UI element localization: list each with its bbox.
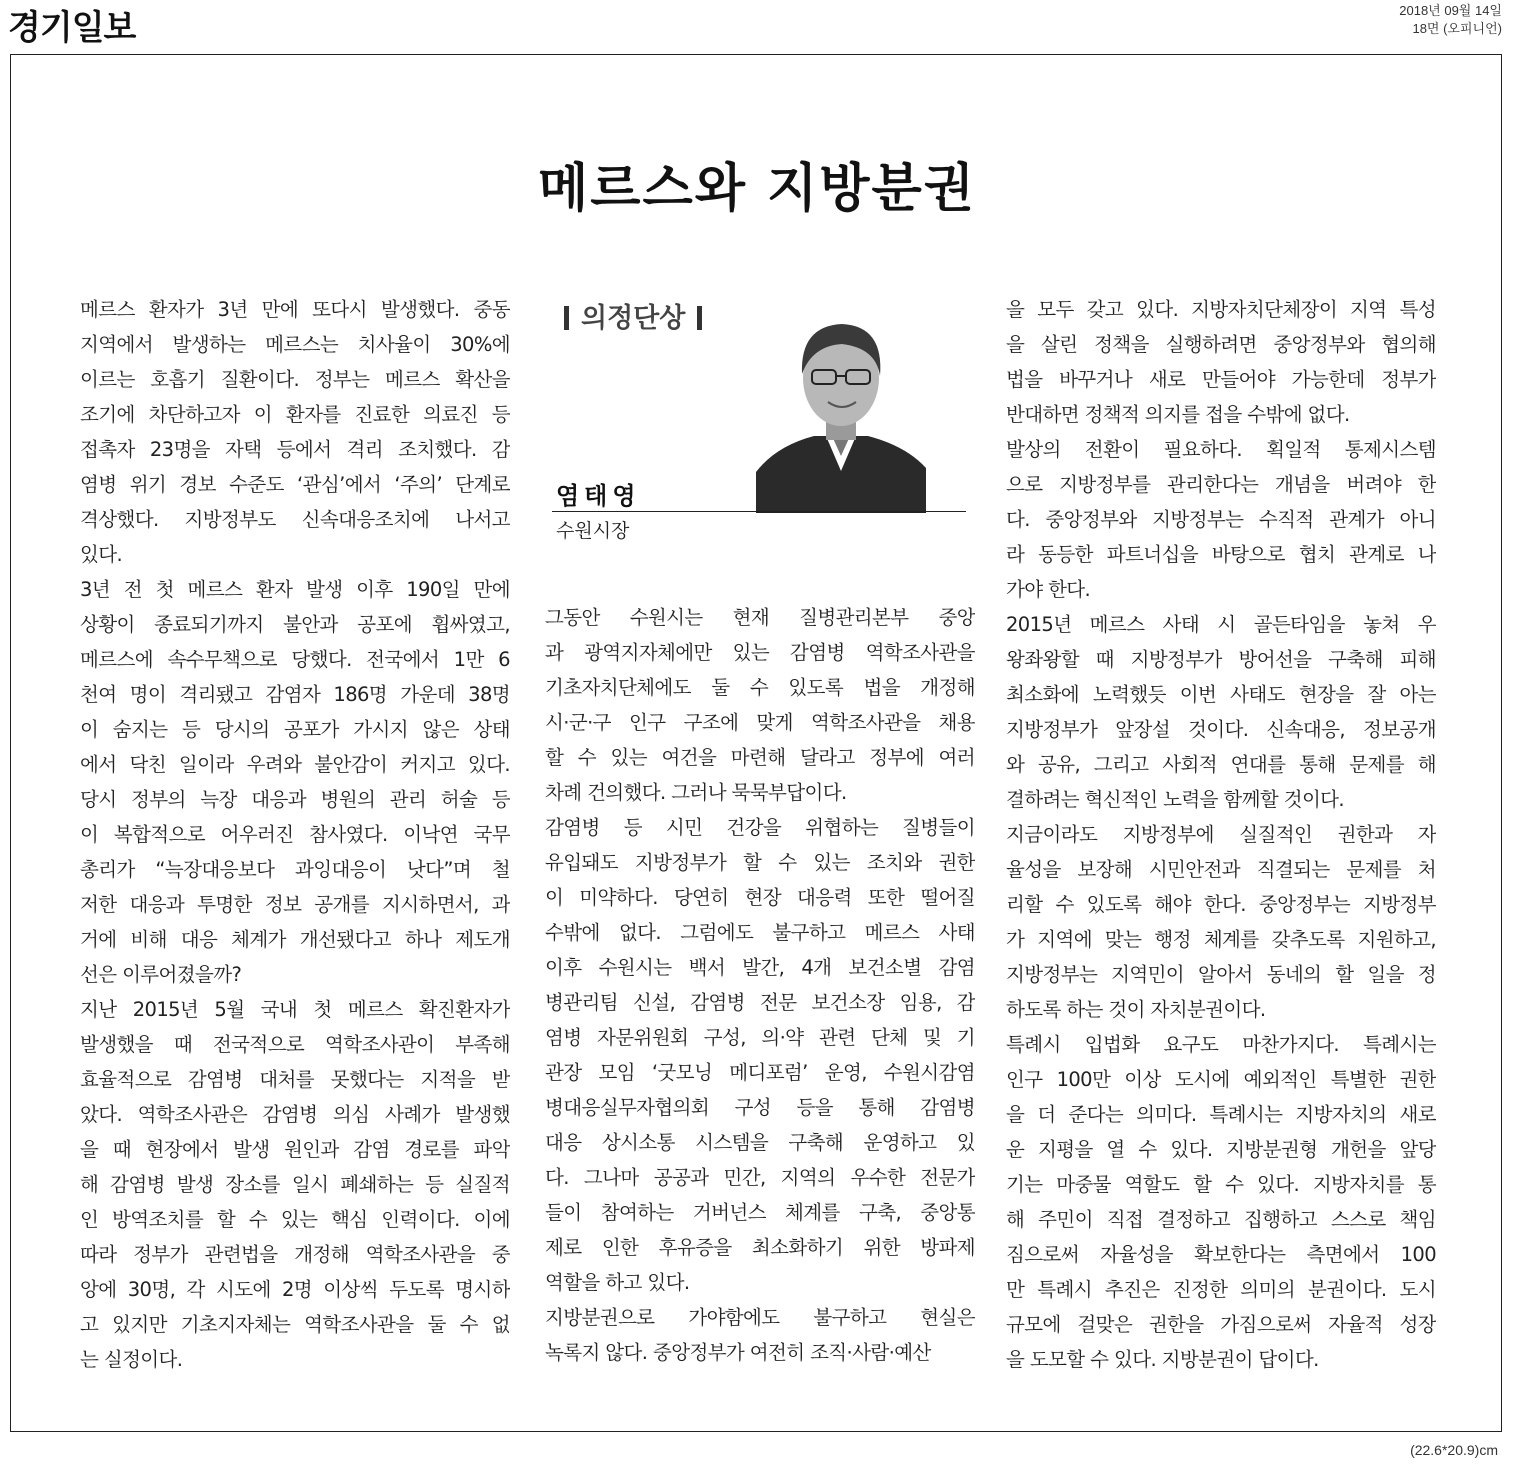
article-line: 지금이라도 지방정부에 실질적인 권한과 자 bbox=[1006, 823, 1436, 846]
article-line: 라 동등한 파트너십을 바탕으로 협치 관계로 나 bbox=[1006, 543, 1436, 566]
article-line: 짐으로써 자율성을 확보한다는 측면에서 100 bbox=[1006, 1243, 1436, 1266]
article-line: 지방정부가 앞장설 것이다. 신속대응, 정보공개 bbox=[1006, 718, 1436, 741]
article-line: 총리가 “늑장대응보다 과잉대응이 낫다”며 철 bbox=[80, 858, 510, 881]
article-column-3 bbox=[1006, 292, 1436, 1377]
article-line: 고 있지만 기초지자체는 역학조사관을 둘 수 없 bbox=[80, 1313, 510, 1336]
article-line: 법을 바꾸거나 새로 만들어야 가능한데 정부가 bbox=[1006, 368, 1436, 391]
article-line: 저한 대응과 투명한 정보 공개를 지시하면서, 과 bbox=[80, 893, 510, 916]
article-line: 이 숨지는 등 당시의 공포가 가시지 않은 상태 bbox=[80, 718, 510, 741]
article-line: 을 살린 정책을 실행하려면 중앙정부와 협의해 bbox=[1006, 333, 1436, 356]
author-portrait bbox=[756, 296, 926, 513]
article-line: 발생했을 때 전국적으로 역학조사관이 부족해 bbox=[80, 1033, 510, 1056]
article-line: 와 공유, 그리고 사회적 연대를 통해 문제를 해 bbox=[1006, 753, 1436, 776]
article-line: 을 모두 갖고 있다. 지방자치단체장이 지역 특성 bbox=[1006, 298, 1436, 321]
article-line: 반대하면 정책적 의지를 접을 수밖에 없다. bbox=[1006, 403, 1350, 426]
article-line: 에서 닥친 일이라 우려와 불안감이 커지고 있다. bbox=[80, 753, 510, 776]
issue-page: 18면 (오피니언) bbox=[1412, 21, 1502, 36]
article-line: 다. 그나마 공공과 민간, 지역의 우수한 전문가 bbox=[545, 1166, 975, 1189]
article-line: 운 지평을 열 수 있다. 지방분권형 개헌을 앞당 bbox=[1006, 1138, 1436, 1161]
article-line: 메르스 환자가 3년 만에 또다시 발생했다. 중동 bbox=[80, 298, 510, 321]
article-line: 제로 인한 후유증을 최소화하기 위한 방파제 bbox=[545, 1236, 975, 1259]
article-line: 이 복합적으로 어우러진 참사였다. 이낙연 국무 bbox=[80, 823, 510, 846]
issue-meta bbox=[1399, 2, 1502, 38]
article-line: 이후 수원시는 백서 발간, 4개 보건소별 감염 bbox=[545, 956, 975, 979]
section-bar-left bbox=[564, 306, 569, 330]
article-line: 율성을 보장해 시민안전과 직결되는 문제를 처 bbox=[1006, 858, 1436, 881]
article-line: 그동안 수원시는 현재 질병관리본부 중앙 bbox=[545, 606, 975, 629]
article-line: 가 지역에 맞는 행정 체계를 갖추도록 지원하고, bbox=[1006, 928, 1436, 951]
article-line: 을 때 현장에서 발생 원인과 감염 경로를 파악 bbox=[80, 1138, 510, 1161]
article-line: 염병 자문위원회 구성, 의·약 관련 단체 및 기 bbox=[545, 1026, 975, 1049]
article-line: 았다. 역학조사관은 감염병 의심 사례가 발생했 bbox=[80, 1103, 510, 1126]
article-line: 기초자치단체에도 둘 수 있도록 법을 개정해 bbox=[545, 676, 975, 699]
article-line: 천여 명이 격리됐고 감염자 186명 가운데 38명 bbox=[80, 683, 510, 706]
article-line: 병대응실무자협의회 구성 등을 통해 감염병 bbox=[545, 1096, 975, 1119]
article-line: 으로 지방정부를 관리한다는 개념을 버려야 한 bbox=[1006, 473, 1436, 496]
article-line: 차례 건의했다. 그러나 묵묵부답이다. bbox=[545, 781, 847, 804]
article-line: 대응 상시소통 시스템을 구축해 운영하고 있 bbox=[545, 1131, 975, 1154]
article-line: 최소화에 노력했듯 이번 사태도 현장을 잘 아는 bbox=[1006, 683, 1436, 706]
article-line: 하도록 하는 것이 자치분권이다. bbox=[1006, 998, 1266, 1021]
article-line: 지난 2015년 5월 국내 첫 메르스 확진환자가 bbox=[80, 998, 510, 1021]
article-line: 들이 참여하는 거버넌스 체계를 구축, 중앙통 bbox=[545, 1201, 975, 1224]
article-line: 수밖에 없다. 그럼에도 불구하고 메르스 사태 bbox=[545, 921, 975, 944]
author-rule bbox=[552, 511, 966, 512]
article-line: 유입돼도 지방정부가 할 수 있는 조치와 권한 bbox=[545, 851, 975, 874]
size-note: (22.6*20.9)cm bbox=[1410, 1442, 1498, 1458]
article-line: 시·군·구 인구 구조에 맞게 역학조사관을 채용 bbox=[545, 711, 975, 734]
article-line: 리할 수 있도록 해야 한다. 중앙정부는 지방정부 bbox=[1006, 893, 1436, 916]
article-line: 역할을 하고 있다. bbox=[545, 1271, 690, 1294]
article-line: 지방분권으로 가야함에도 불구하고 현실은 bbox=[545, 1306, 975, 1329]
article-line: 접촉자 23명을 자택 등에서 격리 조치했다. 감 bbox=[80, 438, 510, 461]
article-line: 가야 한다. bbox=[1006, 578, 1091, 601]
article-line: 병관리팀 신설, 감염병 전문 보건소장 임용, 감 bbox=[545, 991, 975, 1014]
article-line: 감염병 등 시민 건강을 위협하는 질병들이 bbox=[545, 816, 975, 839]
article-line: 기는 마중물 역할도 할 수 있다. 지방자치를 통 bbox=[1006, 1173, 1436, 1196]
article-line: 메르스에 속수무책으로 당했다. 전국에서 1만 6 bbox=[80, 648, 510, 671]
article-line: 이 미약하다. 당연히 현장 대응력 또한 떨어질 bbox=[545, 886, 975, 909]
article-line: 다. 중앙정부와 지방정부는 수직적 관계가 아니 bbox=[1006, 508, 1436, 531]
section-label bbox=[552, 296, 714, 335]
article-line: 발상의 전환이 필요하다. 획일적 통제시스템 bbox=[1006, 438, 1436, 461]
article-line: 격상했다. 지방정부도 신속대응조치에 나서고 bbox=[80, 508, 510, 531]
article-line: 왕좌왕할 때 지방정부가 방어선을 구축해 피해 bbox=[1006, 648, 1436, 671]
article-line: 관장 모임 ‘굿모닝 메디포럼’ 운영, 수원시감염 bbox=[545, 1061, 975, 1084]
author-name: 염태영 bbox=[556, 482, 641, 510]
article-headline: 메르스와 지방분권 bbox=[538, 159, 976, 219]
newspaper-masthead: 경기일보 bbox=[8, 8, 136, 48]
article-line: 이르는 호흡기 질환이다. 정부는 메르스 확산을 bbox=[80, 368, 510, 391]
article-column-1 bbox=[80, 292, 510, 1377]
article-line: 할 수 있는 여건을 마련해 달라고 정부에 여러 bbox=[545, 746, 975, 769]
article-line: 상황이 종료되기까지 불안과 공포에 휩싸였고, bbox=[80, 613, 510, 636]
article-line: 당시 정부의 늑장 대응과 병원의 관리 허술 등 bbox=[80, 788, 510, 811]
article-line: 만 특례시 추진은 진정한 의미의 분권이다. 도시 bbox=[1006, 1278, 1436, 1301]
section-label-text: 의정단상 bbox=[581, 303, 686, 334]
article-line: 인구 100만 이상 도시에 예외적인 특별한 권한 bbox=[1006, 1068, 1436, 1091]
article-line: 앙에 30명, 각 시도에 2명 이상씩 두도록 명시하 bbox=[80, 1278, 510, 1301]
article-line: 선은 이루어졌을까? bbox=[80, 963, 242, 986]
article-line: 조기에 차단하고자 이 환자를 진료한 의료진 등 bbox=[80, 403, 510, 426]
article-column-2 bbox=[545, 600, 975, 1370]
article-line: 3년 전 첫 메르스 환자 발생 이후 190일 만에 bbox=[80, 578, 510, 601]
article-line: 특례시 입법화 요구도 마찬가지다. 특례시는 bbox=[1006, 1033, 1436, 1056]
article-line: 해 감염병 발생 장소를 일시 폐쇄하는 등 실질적 bbox=[80, 1173, 510, 1196]
article-line: 해 주민이 직접 결정하고 집행하고 스스로 책임 bbox=[1006, 1208, 1436, 1231]
section-bar-right bbox=[697, 306, 702, 330]
author-role: 수원시장 bbox=[556, 520, 630, 542]
article-line: 염병 위기 경보 수준도 ‘관심’에서 ‘주의’ 단계로 bbox=[80, 473, 510, 496]
article-line: 는 실정이다. bbox=[80, 1348, 183, 1371]
article-line: 녹록지 않다. 중앙정부가 여전히 조직·사람·예산 bbox=[545, 1341, 931, 1364]
article-line: 지역에서 발생하는 메르스는 치사율이 30%에 bbox=[80, 333, 510, 356]
article-line: 2015년 메르스 사태 시 골든타임을 놓쳐 우 bbox=[1006, 613, 1436, 636]
article-line: 따라 정부가 관련법을 개정해 역학조사관을 중 bbox=[80, 1243, 510, 1266]
article-line: 을 더 준다는 의미다. 특례시는 지방자치의 새로 bbox=[1006, 1103, 1436, 1126]
article-line: 규모에 걸맞은 권한을 가짐으로써 자율적 성장 bbox=[1006, 1313, 1436, 1336]
article-line: 결하려는 혁신적인 노력을 함께할 것이다. bbox=[1006, 788, 1345, 811]
article-line: 인 방역조치를 할 수 있는 핵심 인력이다. 이에 bbox=[80, 1208, 510, 1231]
article-line: 있다. bbox=[80, 543, 123, 566]
issue-date: 2018년 09월 14일 bbox=[1399, 3, 1502, 18]
portrait-illustration bbox=[756, 296, 926, 512]
article-line: 을 도모할 수 있다. 지방분권이 답이다. bbox=[1006, 1348, 1319, 1371]
article-line: 지방정부는 지역민이 알아서 동네의 할 일을 정 bbox=[1006, 963, 1436, 986]
article-line: 과 광역지자체에만 있는 감염병 역학조사관을 bbox=[545, 641, 975, 664]
article-line: 거에 비해 대응 체계가 개선됐다고 하나 제도개 bbox=[80, 928, 510, 951]
article-line: 효율적으로 감염병 대처를 못했다는 지적을 받 bbox=[80, 1068, 510, 1091]
